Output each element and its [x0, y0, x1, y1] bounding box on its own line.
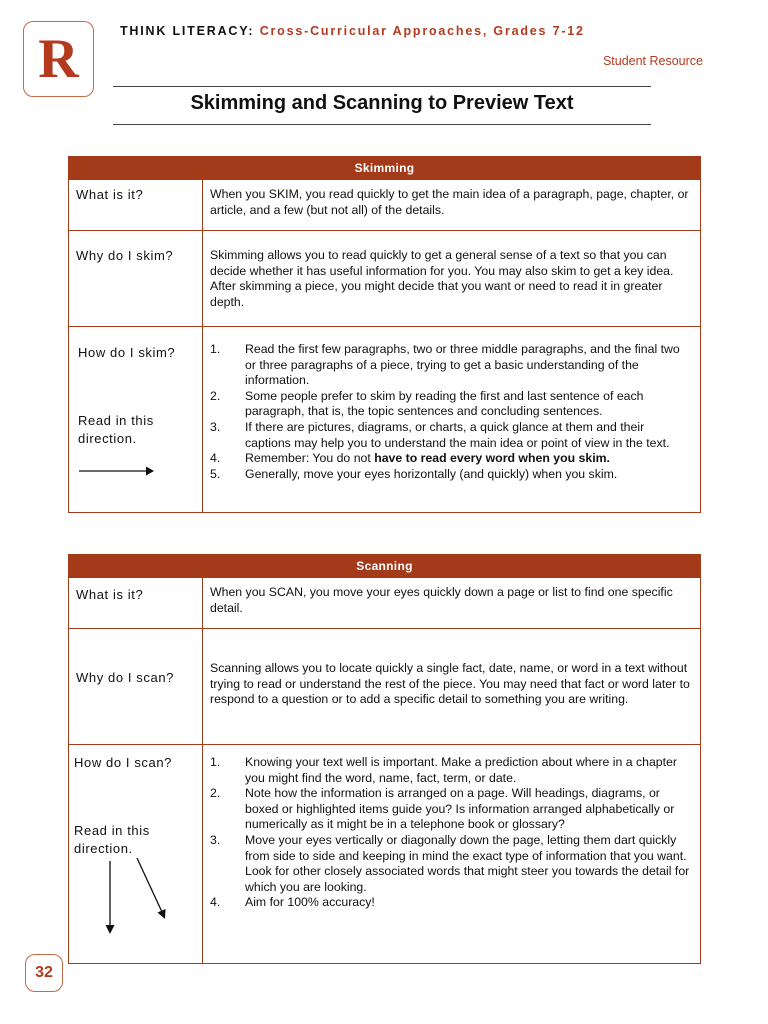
scanning-steps-cell — [203, 745, 700, 963]
skimming-how-cell — [69, 327, 203, 512]
skimming-how-label: How do I skim? — [78, 345, 176, 360]
scanning-what-row — [69, 577, 700, 628]
list-item: 5. Generally, move your eyes horizontally (and quickly) when you skim. — [210, 466, 618, 481]
section-badge — [23, 21, 94, 97]
scanning-heading: Scanning — [69, 555, 700, 577]
skimming-table — [68, 156, 701, 513]
resource-label: Student Resource — [602, 54, 703, 68]
scanning-direction-label: Read in this direction. — [74, 823, 150, 856]
scanning-how-row — [69, 744, 700, 963]
scanning-table — [68, 554, 701, 964]
list-item: 1. Knowing your text well is important. Make a prediction about where in a chapter you might find the word, name, fact, term, or date. — [210, 755, 677, 785]
publication-header — [120, 24, 585, 38]
scanning-why-label: Why do I scan? — [69, 629, 203, 744]
skimming-what-label: What is it? — [69, 180, 203, 230]
skimming-what-text: When you SKIM, you read quickly to get the main idea of a paragraph, page, chapter, or article, and a few (but not all) of the details. — [210, 187, 689, 217]
scanning-how-cell — [69, 745, 203, 963]
list-item: 3. If there are pictures, diagrams, or charts, a quick glance at them and their captions may help you to understand the main idea or point of view in the text. — [210, 419, 670, 450]
list-item: 2. Note how the information is arranged on a page. Will headings, diagrams, or boxed or highlighted items guide you? Is information arranged alphabetically or numerically as it might be in a telephone book or glossary? — [210, 786, 675, 832]
header-subtitle: Cross-Curricular Approaches, Grades 7-12 — [259, 24, 585, 38]
badge-letter: R — [38, 28, 79, 90]
title-rule-top — [113, 86, 651, 87]
list-item: 4. Aim for 100% accuracy! — [210, 895, 375, 910]
page-number: 32 — [25, 954, 63, 992]
scanning-what-label: What is it? — [69, 578, 203, 628]
scanning-what-text: When you SCAN, you move your eyes quickly down a page or list to find one specific detail. — [210, 585, 673, 615]
list-item: 2. Some people prefer to skim by reading the first and last sentence of each paragraph, that is, the topic sentences and concluding sentences. — [210, 388, 644, 419]
horizontal-arrow-icon — [78, 465, 158, 477]
title-rule-bottom — [113, 124, 651, 125]
scanning-why-row — [69, 628, 700, 744]
list-item: 4. Remember: You do not have to read every word when you skim. — [210, 451, 610, 466]
page-title: Skimming and Scanning to Preview Text — [190, 92, 574, 114]
vertical-diagonal-arrows-icon — [99, 857, 179, 937]
skimming-why-text: Skimming allows you to read quickly to get a general sense of a text so that you can decide whether it has useful information for you. You may also skim to get a key idea. After skimming a piece, you might decide that you want or need to read it in greater depth. — [210, 248, 674, 309]
skimming-how-row — [69, 326, 700, 512]
skimming-why-label: Why do I skim? — [69, 231, 203, 326]
scanning-steps-list — [210, 755, 693, 911]
header-brand: THINK LITERACY: — [120, 24, 255, 38]
skimming-why-row — [69, 230, 700, 326]
skimming-steps-list — [210, 342, 693, 482]
list-item: 3. Move your eyes vertically or diagonally down the page, letting them dart quickly from side to side and keeping in mind the exact type of information that you want. Look for other closely associated words that might steer you towards the detail for which you are looking. — [210, 832, 690, 894]
skimming-steps-cell — [203, 327, 700, 512]
scanning-how-label: How do I scan? — [74, 755, 173, 770]
skimming-what-row — [69, 179, 700, 230]
scanning-why-text: Scanning allows you to locate quickly a single fact, date, name, or word in a text without trying to read or understand the rest of the piece. You may need that fact or word later to respond to a question or to add a specific detail to something you are writing. — [210, 661, 690, 707]
skimming-heading: Skimming — [69, 157, 700, 179]
list-item: 1. Read the first few paragraphs, two or three middle paragraphs, and the final two or three paragraphs of a piece, trying to get a basic understanding of the information. — [210, 342, 680, 388]
skimming-direction-label: Read in this direction. — [78, 413, 154, 446]
